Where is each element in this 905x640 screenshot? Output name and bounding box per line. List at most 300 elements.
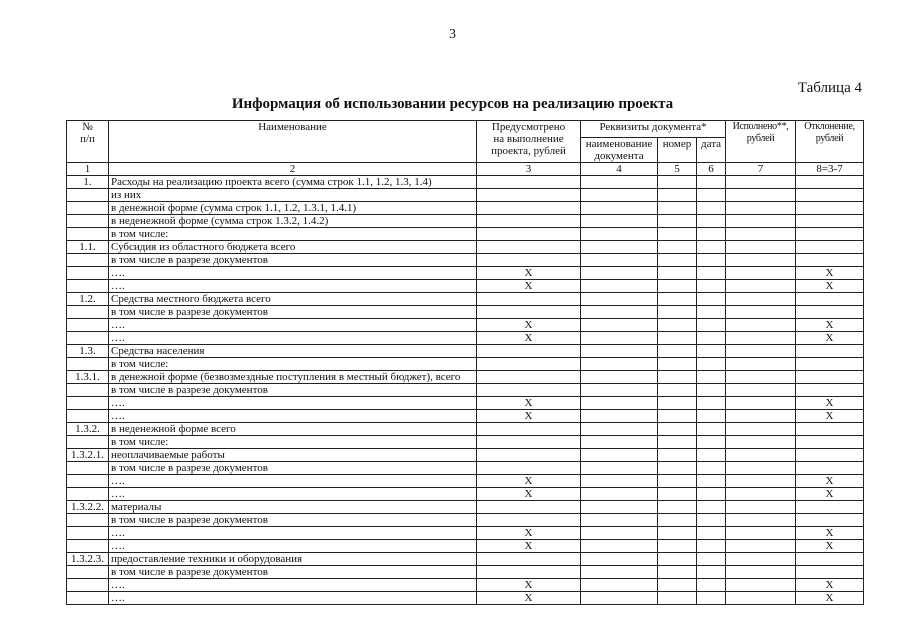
row-name: ….	[109, 280, 477, 293]
planned-cell: X	[477, 319, 581, 332]
header-req-name: наименование документа	[581, 138, 658, 163]
planned-cell	[477, 371, 581, 384]
deviation-cell: X	[796, 592, 864, 605]
req-number-cell	[658, 449, 697, 462]
executed-cell	[726, 384, 796, 397]
row-name: в денежной форме (сумма строк 1.1, 1.2, 1.3.1, 1.4.1)	[109, 202, 477, 215]
row-name: ….	[109, 410, 477, 423]
req-name-cell	[581, 319, 658, 332]
row-name: в неденежной форме (сумма строк 1.3.2, 1.4.2)	[109, 215, 477, 228]
req-number-cell	[658, 397, 697, 410]
deviation-cell	[796, 345, 864, 358]
req-date-cell	[697, 423, 726, 436]
deviation-cell	[796, 228, 864, 241]
row-number	[67, 397, 109, 410]
executed-cell	[726, 449, 796, 462]
deviation-cell	[796, 449, 864, 462]
row-name: в том числе в разрезе документов	[109, 384, 477, 397]
table-row	[67, 592, 864, 605]
row-number	[67, 202, 109, 215]
req-date-cell	[697, 540, 726, 553]
row-number	[67, 566, 109, 579]
row-name: в том числе:	[109, 358, 477, 371]
req-number-cell	[658, 254, 697, 267]
resources-table	[66, 120, 864, 605]
req-number-cell	[658, 514, 697, 527]
planned-cell	[477, 501, 581, 514]
deviation-cell: X	[796, 280, 864, 293]
planned-cell: X	[477, 527, 581, 540]
executed-cell	[726, 228, 796, 241]
req-date-cell	[697, 332, 726, 345]
row-number: 1.1.	[67, 241, 109, 254]
row-number	[67, 189, 109, 202]
table-row	[67, 553, 864, 566]
row-number	[67, 215, 109, 228]
deviation-cell	[796, 423, 864, 436]
req-date-cell	[697, 462, 726, 475]
table-row	[67, 501, 864, 514]
req-name-cell	[581, 202, 658, 215]
req-number-cell	[658, 553, 697, 566]
req-number-cell	[658, 501, 697, 514]
executed-cell	[726, 475, 796, 488]
planned-cell: X	[477, 397, 581, 410]
table-row	[67, 423, 864, 436]
row-name: в том числе:	[109, 228, 477, 241]
deviation-cell	[796, 358, 864, 371]
table-row	[67, 345, 864, 358]
req-name-cell	[581, 462, 658, 475]
row-number: 1.3.2.	[67, 423, 109, 436]
req-number-cell	[658, 176, 697, 189]
req-number-cell	[658, 384, 697, 397]
deviation-cell: X	[796, 475, 864, 488]
req-name-cell	[581, 553, 658, 566]
req-date-cell	[697, 514, 726, 527]
req-date-cell	[697, 371, 726, 384]
planned-cell	[477, 306, 581, 319]
planned-cell	[477, 553, 581, 566]
row-number: 1.	[67, 176, 109, 189]
row-name: ….	[109, 267, 477, 280]
executed-cell	[726, 306, 796, 319]
deviation-cell: X	[796, 579, 864, 592]
row-number	[67, 384, 109, 397]
deviation-cell	[796, 566, 864, 579]
table-row	[67, 579, 864, 592]
req-name-cell	[581, 436, 658, 449]
row-number	[67, 358, 109, 371]
deviation-cell	[796, 501, 864, 514]
column-number: 1	[67, 163, 109, 176]
table-row	[67, 215, 864, 228]
row-name: в том числе в разрезе документов	[109, 254, 477, 267]
req-date-cell	[697, 553, 726, 566]
table-row	[67, 267, 864, 280]
row-name: предоставление техники и оборудования	[109, 553, 477, 566]
req-date-cell	[697, 592, 726, 605]
row-name: ….	[109, 540, 477, 553]
req-date-cell	[697, 384, 726, 397]
req-name-cell	[581, 215, 658, 228]
row-name: ….	[109, 332, 477, 345]
column-numbers-row	[67, 163, 864, 176]
req-name-cell	[581, 592, 658, 605]
req-number-cell	[658, 202, 697, 215]
deviation-cell: X	[796, 410, 864, 423]
row-number	[67, 332, 109, 345]
req-date-cell	[697, 410, 726, 423]
row-number	[67, 410, 109, 423]
page-number: 3	[449, 27, 456, 42]
req-date-cell	[697, 280, 726, 293]
header-requisites: Реквизиты документа*	[581, 121, 726, 138]
table-row	[67, 462, 864, 475]
executed-cell	[726, 267, 796, 280]
req-date-cell	[697, 319, 726, 332]
row-number	[67, 319, 109, 332]
row-name: в том числе в разрезе документов	[109, 306, 477, 319]
req-name-cell	[581, 540, 658, 553]
req-date-cell	[697, 436, 726, 449]
deviation-cell: X	[796, 540, 864, 553]
req-date-cell	[697, 488, 726, 501]
column-number: 6	[697, 163, 726, 176]
planned-cell: X	[477, 332, 581, 345]
table-row	[67, 228, 864, 241]
req-name-cell	[581, 241, 658, 254]
executed-cell	[726, 566, 796, 579]
table-row	[67, 397, 864, 410]
header-planned: Предусмотрено на выполнение проекта, рублей	[477, 121, 581, 163]
table-row	[67, 527, 864, 540]
row-name: в том числе в разрезе документов	[109, 462, 477, 475]
planned-cell	[477, 176, 581, 189]
req-number-cell	[658, 566, 697, 579]
row-name: ….	[109, 592, 477, 605]
planned-cell	[477, 202, 581, 215]
header-executed: Исполнено**, рублей	[726, 121, 796, 163]
deviation-cell: X	[796, 267, 864, 280]
executed-cell	[726, 553, 796, 566]
req-name-cell	[581, 358, 658, 371]
table-row	[67, 319, 864, 332]
row-number	[67, 579, 109, 592]
executed-cell	[726, 514, 796, 527]
table-row	[67, 371, 864, 384]
req-date-cell	[697, 215, 726, 228]
executed-cell	[726, 358, 796, 371]
planned-cell	[477, 358, 581, 371]
planned-cell: X	[477, 540, 581, 553]
deviation-cell: X	[796, 397, 864, 410]
row-number	[67, 280, 109, 293]
req-name-cell	[581, 514, 658, 527]
req-date-cell	[697, 306, 726, 319]
req-number-cell	[658, 436, 697, 449]
row-name: из них	[109, 189, 477, 202]
req-name-cell	[581, 345, 658, 358]
row-name: неоплачиваемые работы	[109, 449, 477, 462]
row-name: в том числе в разрезе документов	[109, 566, 477, 579]
req-date-cell	[697, 358, 726, 371]
planned-cell	[477, 449, 581, 462]
req-number-cell	[658, 371, 697, 384]
column-number: 4	[581, 163, 658, 176]
req-number-cell	[658, 306, 697, 319]
req-date-cell	[697, 228, 726, 241]
req-name-cell	[581, 423, 658, 436]
document-title: Информация об использовании ресурсов на реализацию проекта	[231, 96, 674, 112]
row-name: ….	[109, 579, 477, 592]
planned-cell	[477, 228, 581, 241]
row-number	[67, 488, 109, 501]
req-number-cell	[658, 475, 697, 488]
row-number	[67, 436, 109, 449]
row-number	[67, 514, 109, 527]
req-name-cell	[581, 228, 658, 241]
row-number: 1.2.	[67, 293, 109, 306]
table-row	[67, 332, 864, 345]
req-number-cell	[658, 462, 697, 475]
table-row	[67, 449, 864, 462]
req-number-cell	[658, 319, 697, 332]
req-name-cell	[581, 579, 658, 592]
row-name: в том числе в разрезе документов	[109, 514, 477, 527]
deviation-cell	[796, 254, 864, 267]
executed-cell	[726, 462, 796, 475]
executed-cell	[726, 592, 796, 605]
row-name: Субсидия из областного бюджета всего	[109, 241, 477, 254]
req-name-cell	[581, 267, 658, 280]
planned-cell	[477, 345, 581, 358]
planned-cell	[477, 241, 581, 254]
deviation-cell	[796, 436, 864, 449]
deviation-cell	[796, 202, 864, 215]
req-name-cell	[581, 280, 658, 293]
deviation-cell: X	[796, 332, 864, 345]
req-name-cell	[581, 254, 658, 267]
table-row	[67, 189, 864, 202]
executed-cell	[726, 176, 796, 189]
req-number-cell	[658, 358, 697, 371]
table-row	[67, 293, 864, 306]
planned-cell: X	[477, 267, 581, 280]
table-row	[67, 488, 864, 501]
header-num: № п/п	[67, 121, 109, 163]
table-row	[67, 410, 864, 423]
column-number: 5	[658, 163, 697, 176]
req-name-cell	[581, 176, 658, 189]
row-number: 1.3.	[67, 345, 109, 358]
row-number	[67, 254, 109, 267]
row-number	[67, 592, 109, 605]
row-name: ….	[109, 475, 477, 488]
table-row	[67, 475, 864, 488]
column-number: 3	[477, 163, 581, 176]
req-number-cell	[658, 267, 697, 280]
planned-cell: X	[477, 475, 581, 488]
req-date-cell	[697, 475, 726, 488]
req-number-cell	[658, 345, 697, 358]
table-row	[67, 241, 864, 254]
deviation-cell	[796, 176, 864, 189]
table-label: Таблица 4	[797, 80, 862, 96]
row-name: ….	[109, 488, 477, 501]
req-number-cell	[658, 215, 697, 228]
row-name: в неденежной форме всего	[109, 423, 477, 436]
planned-cell: X	[477, 592, 581, 605]
req-name-cell	[581, 566, 658, 579]
executed-cell	[726, 501, 796, 514]
executed-cell	[726, 579, 796, 592]
row-number	[67, 228, 109, 241]
executed-cell	[726, 319, 796, 332]
req-number-cell	[658, 488, 697, 501]
executed-cell	[726, 410, 796, 423]
table-row	[67, 540, 864, 553]
req-number-cell	[658, 592, 697, 605]
column-number: 7	[726, 163, 796, 176]
column-number: 8=3-7	[796, 163, 864, 176]
req-name-cell	[581, 410, 658, 423]
table-row	[67, 306, 864, 319]
table-row	[67, 566, 864, 579]
deviation-cell: X	[796, 319, 864, 332]
row-name: ….	[109, 527, 477, 540]
req-name-cell	[581, 397, 658, 410]
req-name-cell	[581, 293, 658, 306]
planned-cell	[477, 462, 581, 475]
executed-cell	[726, 254, 796, 267]
req-number-cell	[658, 228, 697, 241]
row-number	[67, 475, 109, 488]
req-name-cell	[581, 527, 658, 540]
row-number	[67, 540, 109, 553]
req-date-cell	[697, 449, 726, 462]
table-row	[67, 384, 864, 397]
req-date-cell	[697, 293, 726, 306]
executed-cell	[726, 345, 796, 358]
row-number: 1.3.2.2.	[67, 501, 109, 514]
executed-cell	[726, 280, 796, 293]
req-number-cell	[658, 332, 697, 345]
executed-cell	[726, 436, 796, 449]
row-name: Средства населения	[109, 345, 477, 358]
req-name-cell	[581, 449, 658, 462]
row-name: ….	[109, 319, 477, 332]
row-name: Расходы на реализацию проекта всего (сумма строк 1.1, 1.2, 1.3, 1.4)	[109, 176, 477, 189]
req-date-cell	[697, 397, 726, 410]
req-name-cell	[581, 488, 658, 501]
req-number-cell	[658, 527, 697, 540]
deviation-cell	[796, 384, 864, 397]
header-req-date: дата	[697, 138, 726, 163]
header-req-number: номер	[658, 138, 697, 163]
executed-cell	[726, 215, 796, 228]
req-date-cell	[697, 267, 726, 280]
table-row	[67, 254, 864, 267]
req-number-cell	[658, 293, 697, 306]
deviation-cell	[796, 371, 864, 384]
executed-cell	[726, 202, 796, 215]
table-row	[67, 514, 864, 527]
req-date-cell	[697, 566, 726, 579]
req-date-cell	[697, 254, 726, 267]
planned-cell	[477, 254, 581, 267]
planned-cell	[477, 423, 581, 436]
deviation-cell	[796, 293, 864, 306]
row-number	[67, 527, 109, 540]
req-name-cell	[581, 384, 658, 397]
req-number-cell	[658, 189, 697, 202]
executed-cell	[726, 332, 796, 345]
row-name: Средства местного бюджета всего	[109, 293, 477, 306]
req-name-cell	[581, 371, 658, 384]
executed-cell	[726, 540, 796, 553]
column-number: 2	[109, 163, 477, 176]
req-name-cell	[581, 306, 658, 319]
req-date-cell	[697, 501, 726, 514]
row-number	[67, 267, 109, 280]
executed-cell	[726, 397, 796, 410]
executed-cell	[726, 241, 796, 254]
deviation-cell	[796, 215, 864, 228]
planned-cell	[477, 384, 581, 397]
row-number: 1.3.1.	[67, 371, 109, 384]
row-name: ….	[109, 397, 477, 410]
deviation-cell	[796, 241, 864, 254]
row-number	[67, 306, 109, 319]
executed-cell	[726, 189, 796, 202]
row-name: в денежной форме (безвозмездные поступления в местный бюджет), всего	[109, 371, 477, 384]
executed-cell	[726, 488, 796, 501]
table-row	[67, 176, 864, 189]
req-name-cell	[581, 332, 658, 345]
planned-cell	[477, 189, 581, 202]
req-date-cell	[697, 176, 726, 189]
table-row	[67, 358, 864, 371]
planned-cell: X	[477, 488, 581, 501]
planned-cell	[477, 514, 581, 527]
planned-cell	[477, 566, 581, 579]
header-name: Наименование	[109, 121, 477, 163]
req-name-cell	[581, 475, 658, 488]
req-number-cell	[658, 579, 697, 592]
deviation-cell	[796, 514, 864, 527]
row-name: в том числе:	[109, 436, 477, 449]
planned-cell: X	[477, 579, 581, 592]
planned-cell	[477, 293, 581, 306]
planned-cell: X	[477, 410, 581, 423]
req-date-cell	[697, 579, 726, 592]
planned-cell	[477, 215, 581, 228]
executed-cell	[726, 527, 796, 540]
req-date-cell	[697, 241, 726, 254]
deviation-cell: X	[796, 488, 864, 501]
table-row	[67, 202, 864, 215]
req-number-cell	[658, 241, 697, 254]
executed-cell	[726, 293, 796, 306]
deviation-cell	[796, 553, 864, 566]
row-number: 1.3.2.1.	[67, 449, 109, 462]
req-number-cell	[658, 410, 697, 423]
req-date-cell	[697, 345, 726, 358]
deviation-cell	[796, 462, 864, 475]
header-deviation: Отклонение, рублей	[796, 121, 864, 163]
req-name-cell	[581, 189, 658, 202]
